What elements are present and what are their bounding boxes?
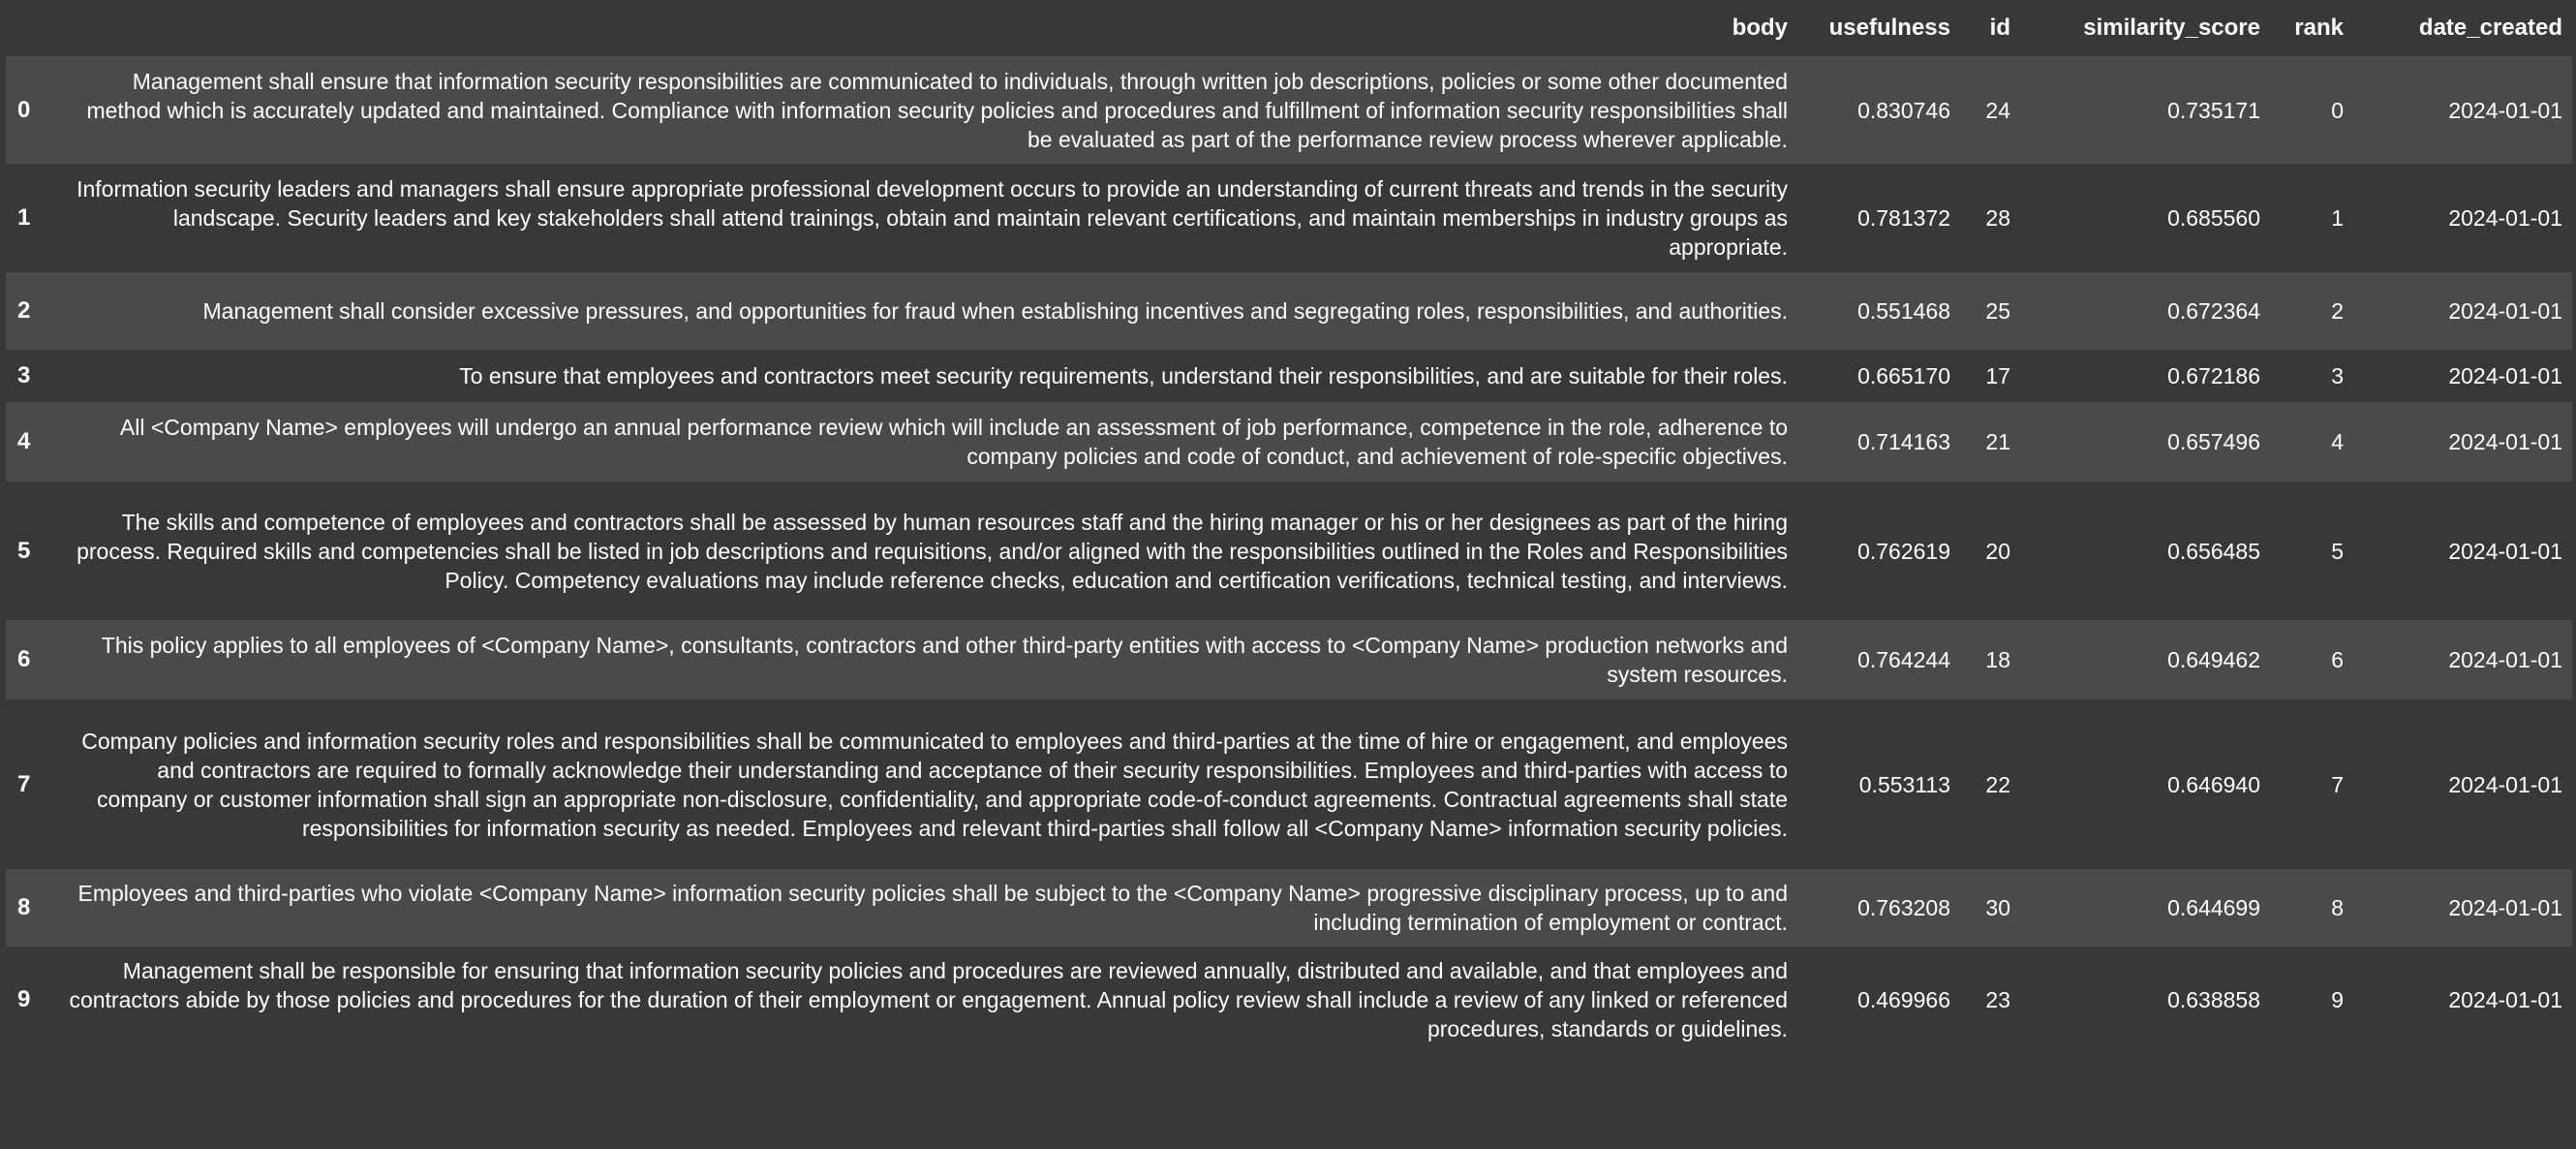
cell-usefulness: 0.762619: [1857, 538, 1950, 564]
cell-id: 24: [1985, 97, 2010, 123]
cell-rank: 0: [2331, 97, 2344, 123]
row-index: 9: [17, 985, 31, 1012]
header-index: [6, 0, 58, 56]
table-row: [6, 620, 2572, 699]
cell-usefulness: 0.830746: [1857, 97, 1950, 123]
cell-similarity-score: 0.685560: [2167, 205, 2260, 231]
cell-rank: 4: [2331, 429, 2344, 454]
row-index: 6: [17, 646, 31, 672]
cell-usefulness: 0.469966: [1857, 986, 1950, 1012]
cell-body: Company policies and information security roles and responsibilities shall be communicated to employees and third-parties at the time of hire or engagement, and employees and contractors are required to formally acknowledge their understanding and acceptance of their security responsibilities. Employees and third-parties with access to company or customer information shall sign an appropriate non-disclosure, confidentiality, and appropriate code-of-conduct agreements. Contractual agreements shall state responsibilities for information security as needed. Employees and relevant third-parties shall follow all <Company Name> information security policies.: [81, 728, 1788, 841]
table-header: [6, 0, 2572, 56]
table-row: [6, 481, 2572, 620]
row-index: 0: [17, 96, 31, 123]
cell-body: This policy applies to all employees of <Company Name>, consultants, contractors and other third-party entities with access to <Company Name> production networks and system resources.: [101, 633, 1788, 687]
cell-usefulness: 0.781372: [1857, 205, 1950, 231]
cell-usefulness: 0.764244: [1857, 647, 1950, 672]
cell-id: 23: [1985, 986, 2010, 1012]
cell-rank: 3: [2331, 363, 2344, 388]
cell-similarity-score: 0.657496: [2167, 429, 2260, 454]
cell-similarity-score: 0.638858: [2167, 986, 2260, 1012]
cell-rank: 1: [2331, 205, 2344, 231]
cell-similarity-score: 0.672186: [2167, 363, 2260, 388]
table-row: [6, 350, 2572, 402]
cell-id: 20: [1985, 538, 2010, 564]
cell-date-created: 2024-01-01: [2448, 895, 2562, 920]
table-row: [6, 164, 2572, 272]
header-row: [6, 0, 2572, 56]
cell-body: The skills and competence of employees and contractors shall be assessed by human resources staff and the hiring manager or his or her designees as part of the hiring process. Required skills and competencies shall be listed in job descriptions and requisitions, and/or aligned with the responsibilities outlined in the Roles and Responsibilities Policy. Competency evaluations may include reference checks, education and certification verifications, technical testing, and interviews.: [77, 509, 1788, 593]
cell-date-created: 2024-01-01: [2448, 97, 2562, 123]
header-date-created: date_created: [2353, 0, 2572, 56]
table-row: [6, 56, 2572, 164]
cell-body: Management shall be responsible for ensuring that information security policies and procedures are reviewed annually, distributed and available, and that employees and contractors abide by those policies and procedures for the duration of their employment or engagement. Annual policy review shall include a review of any linked or referenced procedures, standards or guidelines.: [69, 957, 1788, 1041]
cell-similarity-score: 0.646940: [2167, 771, 2260, 797]
row-index: 5: [17, 537, 31, 564]
header-usefulness: usefulness: [1797, 0, 1960, 56]
cell-date-created: 2024-01-01: [2448, 771, 2562, 797]
header-similarity-score: similarity_score: [2020, 0, 2270, 56]
cell-similarity-score: 0.644699: [2167, 895, 2260, 920]
table-body: [6, 56, 2572, 1052]
cell-rank: 2: [2331, 298, 2344, 324]
cell-body: Management shall ensure that information security responsibilities are communicated to individuals, through written job descriptions, policies or some other documented method which is accurately updated and maintained. Compliance with information security policies and procedures and fulfillment of information security responsibilities shall be evaluated as part of the performance review process wherever applicable.: [86, 68, 1788, 152]
cell-date-created: 2024-01-01: [2448, 647, 2562, 672]
table-row: [6, 699, 2572, 869]
cell-id: 25: [1985, 298, 2010, 324]
cell-similarity-score: 0.672364: [2167, 298, 2260, 324]
row-index: 2: [17, 297, 31, 324]
header-id: id: [1960, 0, 2020, 56]
cell-id: 28: [1985, 205, 2010, 231]
cell-id: 22: [1985, 771, 2010, 797]
dataframe-table: [6, 0, 2572, 1052]
cell-usefulness: 0.763208: [1857, 895, 1950, 920]
table-row: [6, 947, 2572, 1052]
table-row: [6, 869, 2572, 947]
cell-id: 21: [1985, 429, 2010, 454]
header-rank: rank: [2270, 0, 2353, 56]
cell-date-created: 2024-01-01: [2448, 429, 2562, 454]
cell-usefulness: 0.714163: [1857, 429, 1950, 454]
row-index: 4: [17, 428, 31, 454]
cell-similarity-score: 0.649462: [2167, 647, 2260, 672]
cell-rank: 8: [2331, 895, 2344, 920]
row-index: 7: [17, 770, 31, 797]
cell-usefulness: 0.665170: [1857, 363, 1950, 388]
cell-usefulness: 0.553113: [1858, 771, 1950, 797]
cell-usefulness: 0.551468: [1857, 298, 1950, 324]
cell-body: To ensure that employees and contractors meet security requirements, understand their responsibilities, and are suitable for their roles.: [459, 363, 1788, 388]
cell-date-created: 2024-01-01: [2448, 205, 2562, 231]
cell-date-created: 2024-01-01: [2448, 538, 2562, 564]
cell-rank: 9: [2331, 986, 2344, 1012]
cell-rank: 6: [2331, 647, 2344, 672]
cell-body: Employees and third-parties who violate <Company Name> information security policies shall be subject to the <Company Name> progressive disciplinary process, up to and including termination of employment or contract.: [77, 881, 1788, 935]
table-row: [6, 402, 2572, 481]
row-index: 1: [17, 204, 31, 231]
cell-body: Information security leaders and managers shall ensure appropriate professional development occurs to provide an understanding of current threats and trends in the security landscape. Security leaders and key stakeholders shall attend trainings, obtain and maintain relevant certifications, and maintain memberships in industry groups as appropriate.: [77, 176, 1788, 260]
cell-id: 17: [1985, 363, 2010, 388]
cell-id: 18: [1985, 647, 2010, 672]
cell-date-created: 2024-01-01: [2448, 363, 2562, 388]
cell-rank: 5: [2331, 538, 2344, 564]
cell-rank: 7: [2331, 771, 2344, 797]
row-index: 3: [17, 362, 31, 388]
cell-date-created: 2024-01-01: [2448, 986, 2562, 1012]
table-row: [6, 272, 2572, 350]
cell-similarity-score: 0.735171: [2167, 97, 2260, 123]
cell-body: All <Company Name> employees will undergo an annual performance review which will include an assessment of job performance, competence in the role, adherence to company policies and code of conduct, and achievement of role-specific objectives.: [119, 415, 1788, 469]
header-body: body: [58, 0, 1797, 56]
cell-date-created: 2024-01-01: [2448, 298, 2562, 324]
cell-similarity-score: 0.656485: [2167, 538, 2260, 564]
cell-id: 30: [1985, 895, 2010, 920]
cell-body: Management shall consider excessive pressures, and opportunities for fraud when establishing incentives and segregating roles, responsibilities, and authorities.: [202, 298, 1788, 324]
row-index: 8: [17, 894, 31, 920]
